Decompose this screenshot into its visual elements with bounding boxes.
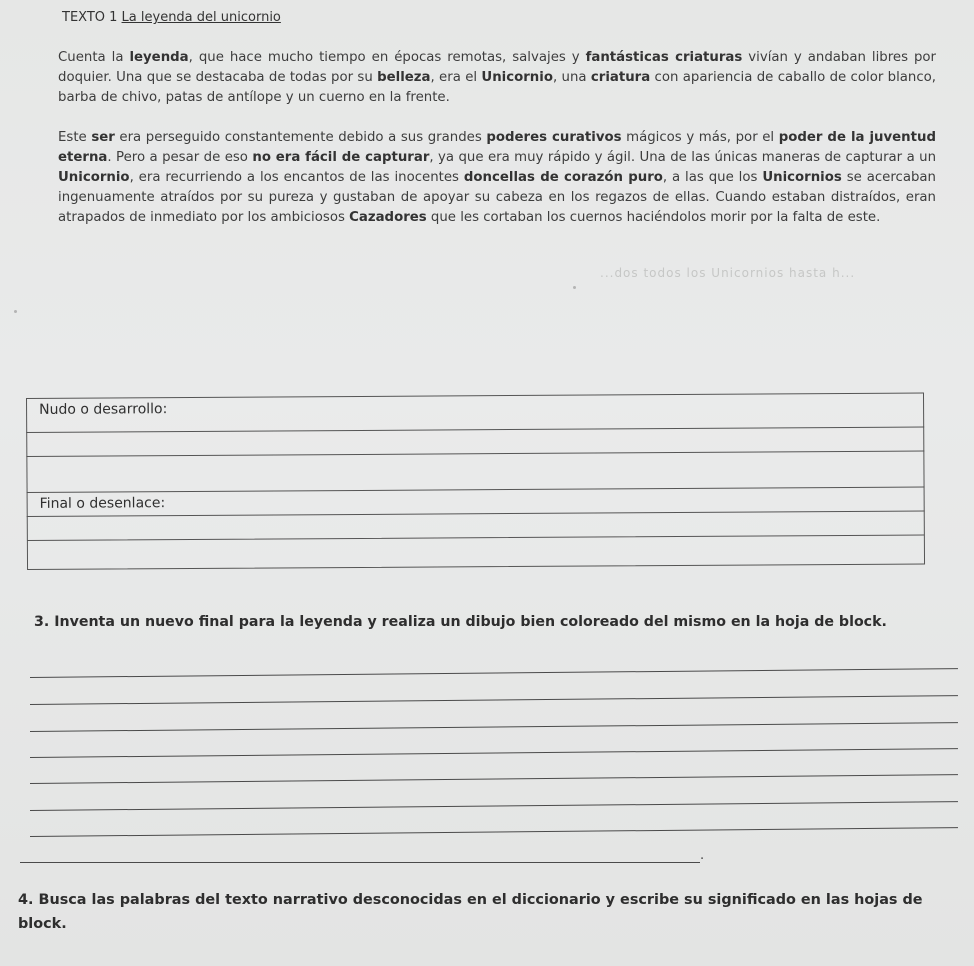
question-4: 4. Busca las palabras del texto narrativo desconocidas en el diccionario y escribe su significado en las hojas de block. <box>18 892 923 932</box>
paragraph-text: mágicos y más, por el <box>621 130 779 145</box>
answer-line <box>30 801 958 811</box>
answer-line <box>30 774 958 784</box>
table-row <box>26 451 924 492</box>
emphasis-text: Unicornio <box>58 170 130 185</box>
paragraph-text: era perseguido constantemente debido a sus grandes <box>114 130 487 145</box>
paper-speck <box>573 286 576 289</box>
paragraph-text: . Pero a pesar de eso <box>107 150 253 165</box>
paragraph-text: se acercaban ingenuamente atraídos por su pureza y gustaban de apoyar su cabeza en los regazos de ellas. Cuando estaban distraídos, eran atrapados de inmediato por los ambiciosos <box>58 170 936 225</box>
paragraph-text: , ya que era muy rápido y ágil. Una de las únicas maneras de capturar a un <box>429 150 936 165</box>
title-underlined: La leyenda del unicornio <box>121 10 281 25</box>
answer-period: . <box>700 848 705 863</box>
paragraph-text: Este <box>58 130 92 145</box>
emphasis-text: Unicornios <box>762 170 842 185</box>
emphasis-text: criatura <box>590 70 651 85</box>
table-row <box>26 393 924 432</box>
paragraph-2 <box>58 128 936 228</box>
answer-line <box>30 748 958 758</box>
paper-speck <box>14 310 17 313</box>
answer-line <box>30 827 958 837</box>
answer-line <box>30 695 958 705</box>
paragraph-text: , una <box>552 70 591 85</box>
emphasis-text: poder de la juventud eterna <box>58 130 936 165</box>
paragraph-text: que les cortaban los cuernos haciéndolos morir por la falta de este. <box>426 210 881 225</box>
bleed-through-text: ...dos todos los Unicornios hasta h... <box>600 266 856 280</box>
text-title <box>62 10 281 25</box>
paragraph-1 <box>58 48 936 108</box>
table-row-label: Final o desenlace: <box>39 495 166 512</box>
answer-line <box>30 722 958 732</box>
emphasis-text: doncellas de corazón puro <box>463 170 663 185</box>
emphasis-text: Cazadores <box>349 210 427 225</box>
title-prefix: TEXTO 1 <box>62 10 122 25</box>
story-structure-table <box>26 393 927 570</box>
paragraph-text: , a las que los <box>662 170 763 185</box>
emphasis-text: ser <box>91 130 115 145</box>
table-row <box>27 535 925 570</box>
table-row-label: Nudo o desarrollo: <box>39 401 168 418</box>
paragraph-text: Cuenta la <box>58 50 130 65</box>
question-3: 3. Inventa un nuevo final para la leyenda y realiza un dibujo bien coloreado del mismo en la hoja de block. <box>34 614 887 630</box>
emphasis-text: fantásticas criaturas <box>585 50 743 65</box>
emphasis-text: poderes curativos <box>486 130 622 145</box>
paragraph-text: , era recurriendo a los encantos de las inocentes <box>129 170 464 185</box>
paragraph-text: , que hace mucho tiempo en épocas remotas, salvajes y <box>188 50 586 65</box>
answer-line <box>20 862 700 863</box>
paragraph-text: vivían y andaban libres por doquier. Una que se destacaba de todas por su <box>58 50 936 85</box>
answer-line <box>30 668 958 678</box>
paragraph-text: , era el <box>430 70 482 85</box>
emphasis-text: leyenda <box>129 50 189 65</box>
emphasis-text: belleza <box>377 70 431 85</box>
emphasis-text: no era fácil de capturar <box>252 150 430 165</box>
emphasis-text: Unicornio <box>481 70 553 85</box>
paragraph-text: con apariencia de caballo de color blanco, barba de chivo, patas de antílope y un cuerno en la frente. <box>58 70 937 105</box>
